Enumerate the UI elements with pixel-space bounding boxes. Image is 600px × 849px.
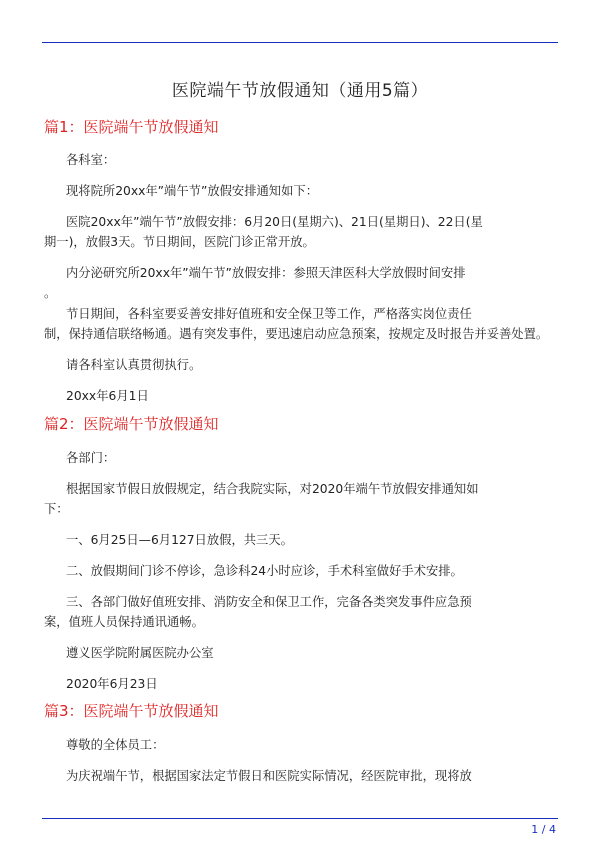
- paragraph-line: 。: [44, 286, 57, 300]
- header-rule: [42, 42, 558, 43]
- paragraph-line: 各科室：: [66, 153, 116, 167]
- paragraph-line: 内分泌研究所20xx年”端午节”放假安排：参照天津医科大学放假时间安排: [66, 266, 466, 280]
- document-title: 医院端午节放假通知（通用5篇）: [171, 81, 429, 101]
- paragraph-line: 医院20xx年”端午节”放假安排：6月20日(星期六)、21日(星期日)、22日(星: [66, 215, 483, 229]
- paragraph-line: 2020年6月23日: [66, 677, 158, 691]
- paragraph-line: 下：: [44, 502, 69, 516]
- paragraph-line: 现将院所20xx年”端午节”放假安排通知如下：: [66, 184, 318, 198]
- paragraph-line: 案，值班人员保持通讯通畅。: [44, 615, 204, 629]
- paragraph-line: 一、6月25日—6月127日放假，共三天。: [66, 533, 293, 547]
- paragraph-line: 三、各部门做好值班安排、消防安全和保卫工作，完备各类突发事件应急预: [66, 595, 472, 609]
- paragraph-line: 期一)，放假3天。节日期间，医院门诊正常开放。: [44, 235, 315, 249]
- footer-rule: [42, 818, 558, 819]
- paragraph-line: 请各科室认真贯彻执行。: [66, 358, 202, 372]
- paragraph-line: 二、放假期间门诊不停诊，急诊科24小时应诊，手术科室做好手术安排。: [66, 564, 463, 578]
- page-indicator: 1 / 4: [531, 823, 556, 836]
- paragraph-line: 各部门：: [66, 451, 116, 465]
- paragraph-line: 根据国家节假日放假规定，结合我院实际，对2020年端午节放假安排通知如: [66, 482, 479, 496]
- paragraph-line: 20xx年6月1日: [66, 389, 149, 403]
- section-3-heading: 篇3：医院端午节放假通知: [44, 702, 219, 720]
- section-2-heading: 篇2：医院端午节放假通知: [44, 415, 219, 433]
- section-1-heading: 篇1：医院端午节放假通知: [44, 118, 219, 136]
- paragraph-line: 制，保持通信联络畅通。遇有突发事件，要迅速启动应急预案，按规定及时报告并妥善处置。: [44, 327, 549, 341]
- paragraph-line: 遵义医学院附属医院办公室: [66, 646, 214, 660]
- paragraph-line: 尊敬的全体员工：: [66, 738, 165, 752]
- paragraph-line: 节日期间，各科室要妥善安排好值班和安全保卫等工作，严格落实岗位责任: [66, 307, 472, 321]
- paragraph-line: 为庆祝端午节，根据国家法定节假日和医院实际情况，经医院审批，现将放: [66, 769, 472, 783]
